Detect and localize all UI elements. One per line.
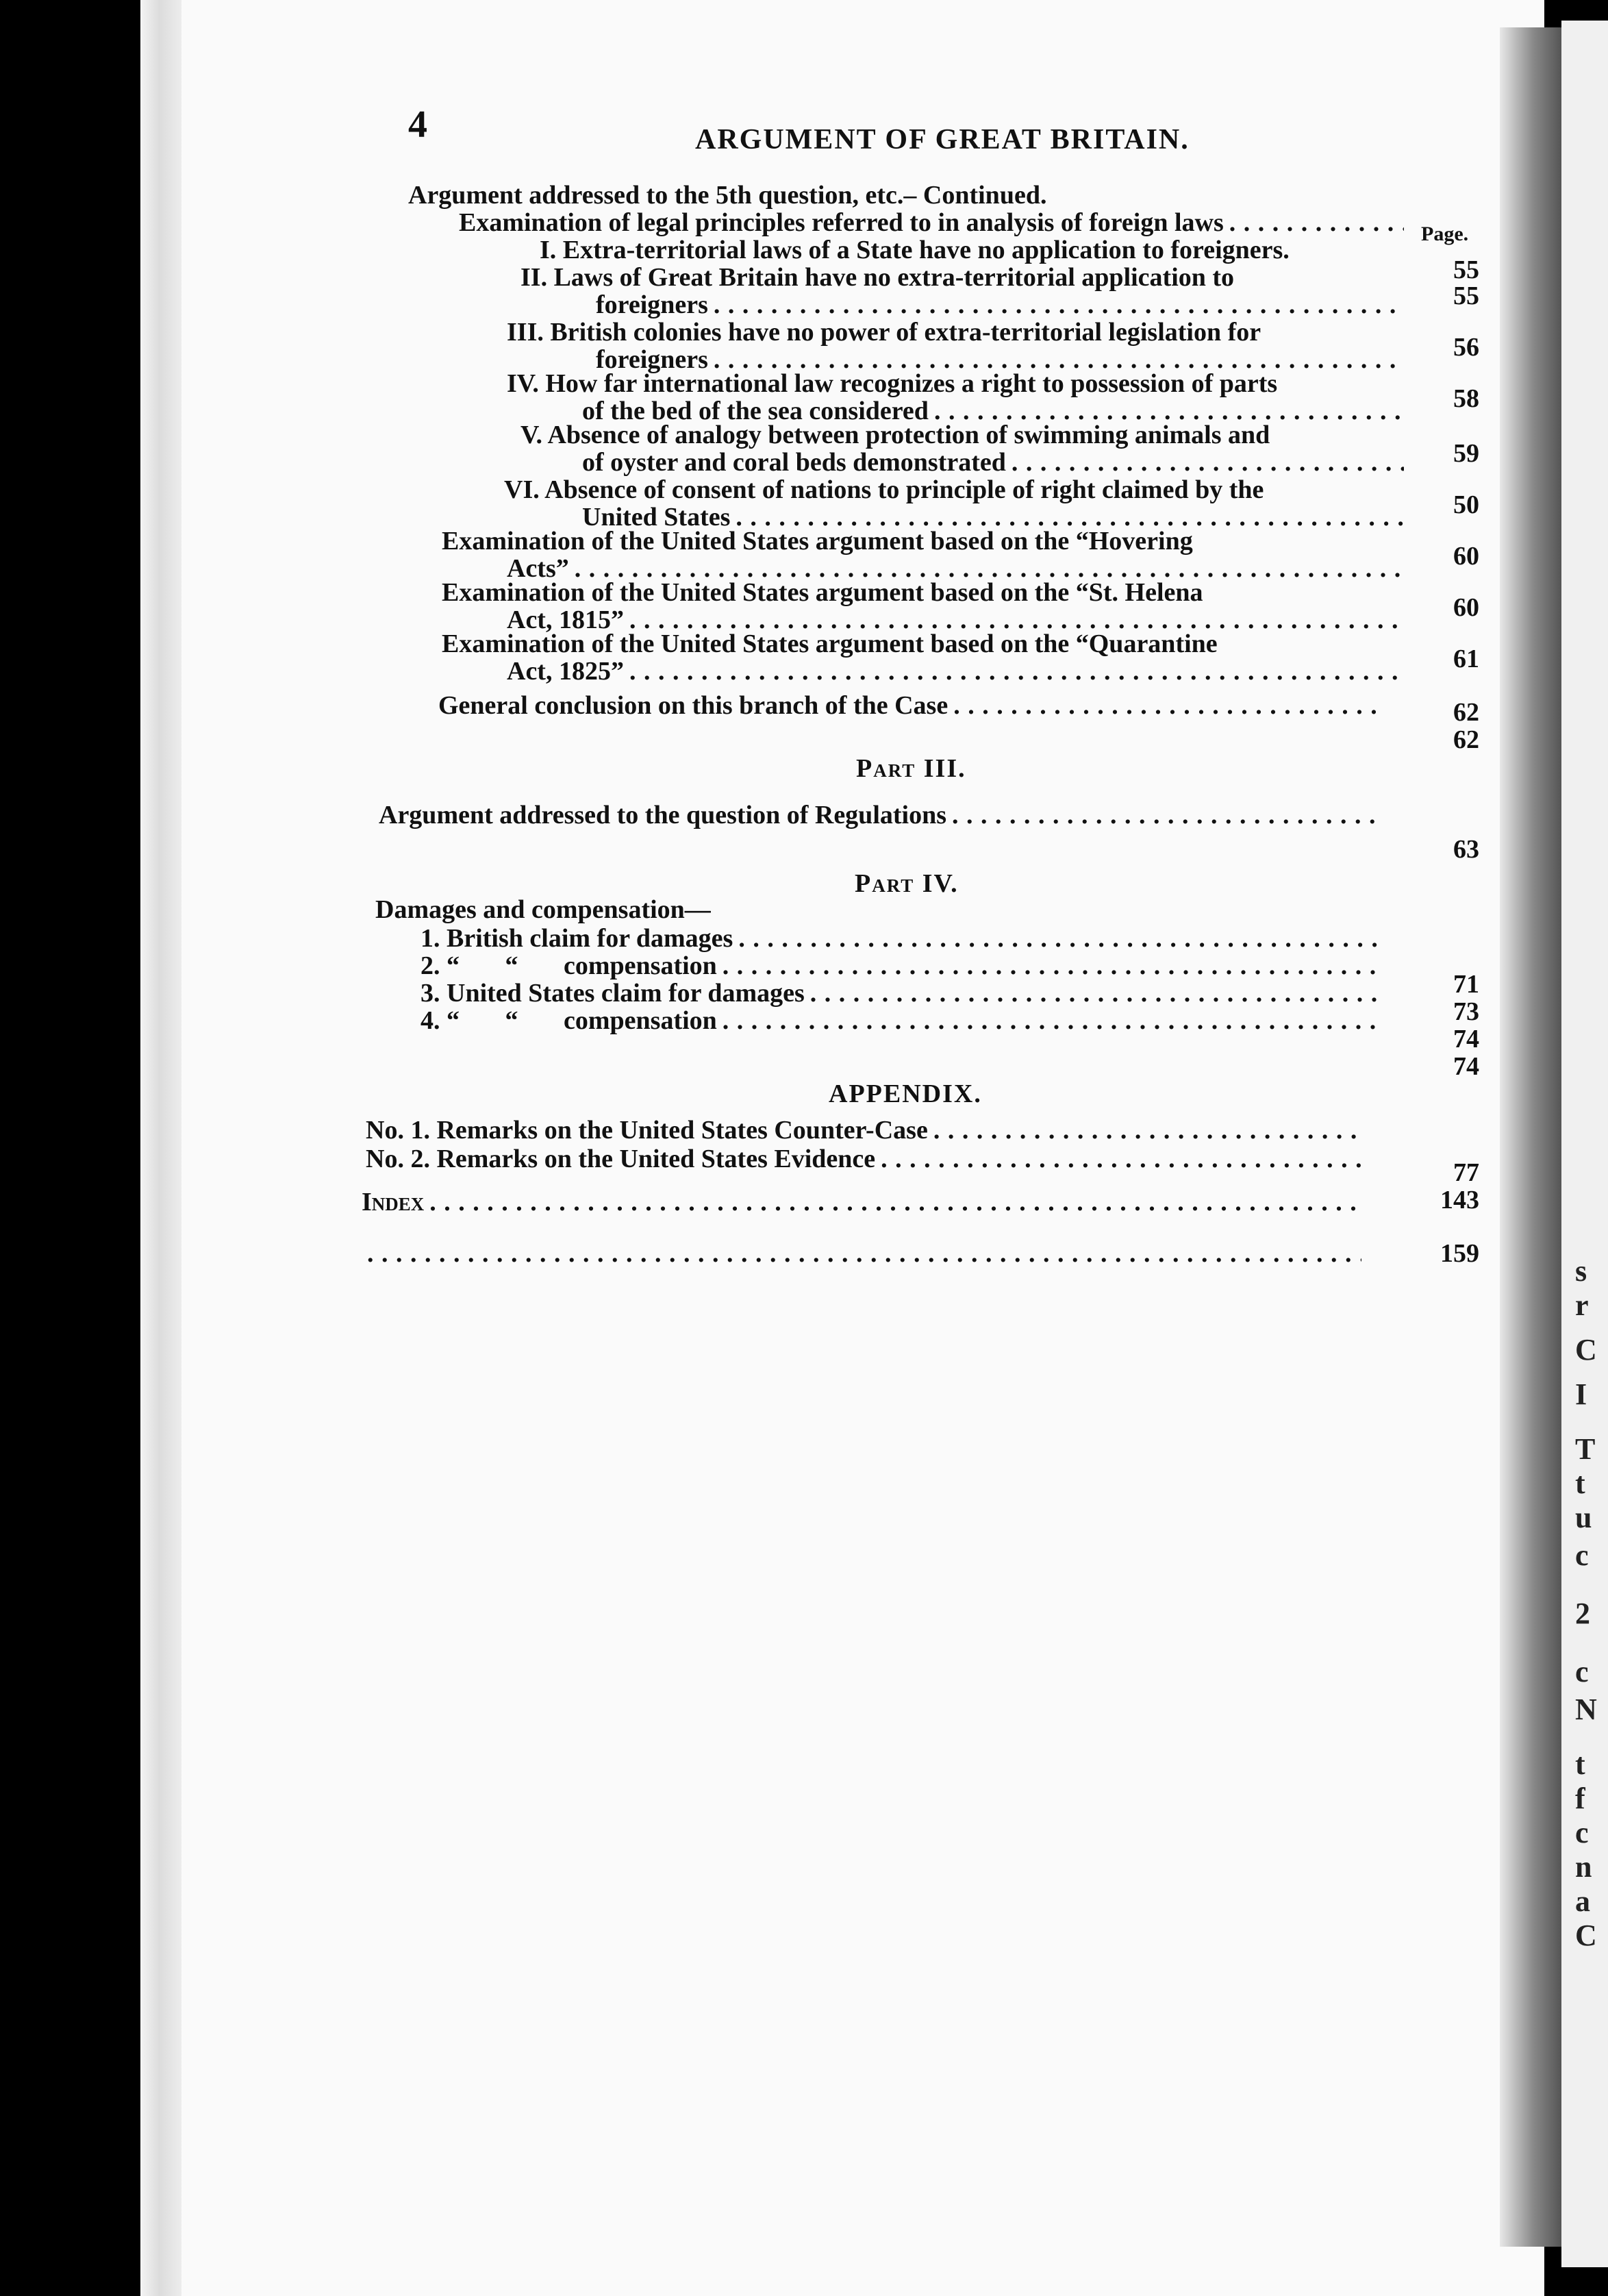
next-page-fragment: C <box>1575 1919 1597 1952</box>
toc-entry-cont: of the bed of the sea considered . . . <box>582 397 1404 425</box>
toc-page-number: 77 <box>1453 1158 1479 1187</box>
next-page-fragment: N <box>1575 1693 1597 1726</box>
toc-entry-cont: of oyster and coral beds demonstrated . . . <box>582 449 1404 476</box>
toc-entry-cont: foreigners . . . <box>596 291 1404 319</box>
next-page-fragment: t <box>1575 1747 1585 1781</box>
toc-entry-cont: Act, 1825” . . . <box>507 658 1404 685</box>
toc-entry: V. Absence of analogy between protection of swimming animals and <box>520 421 1270 449</box>
toc-entry: 2. “ “ compensation . . . <box>420 952 1379 979</box>
toc-page-number: 71 <box>1453 970 1479 999</box>
toc-section-heading: Argument addressed to the 5th question, etc.– Continued. <box>408 181 1047 210</box>
toc-page-number: 60 <box>1453 593 1479 622</box>
toc-page-number: 58 <box>1453 384 1479 413</box>
toc-page-number: 63 <box>1453 835 1479 864</box>
toc-entry: Examination of the United States argument based on the “Hovering <box>442 527 1193 556</box>
toc-entry: Examination of the United States argument based on the “St. Helena <box>442 578 1203 607</box>
appendix-heading: APPENDIX. <box>829 1080 982 1108</box>
toc-entry: 3. United States claim for damages . . . <box>420 979 1379 1007</box>
next-page-fragment: T <box>1575 1432 1596 1466</box>
toc-leader-line <box>362 1240 1361 1267</box>
toc-entry: VI. Absence of consent of nations to principle of right claimed by the <box>504 475 1264 504</box>
toc-page-number: 62 <box>1453 725 1479 754</box>
toc-page-number: 55 <box>1453 282 1479 310</box>
toc-entry: Index . . . <box>362 1188 1361 1216</box>
toc-entry-cont: United States . . . <box>582 503 1404 531</box>
next-page-fragment: C <box>1575 1333 1597 1367</box>
part-heading: Part IV. <box>855 869 959 898</box>
toc-entry-cont: Act, 1815” . . . <box>507 606 1404 634</box>
toc-page-number: 62 <box>1453 698 1479 727</box>
toc-entry: Examination of legal principles referred to in analysis of foreign laws . . . <box>459 209 1404 236</box>
toc-entry: 1. British claim for damages . . . <box>420 925 1379 952</box>
page-column-label: Page. <box>1421 223 1469 245</box>
next-page-fragment: I <box>1575 1377 1587 1411</box>
toc-page-number: 73 <box>1453 997 1479 1026</box>
next-page-fragment: c <box>1575 1655 1589 1688</box>
toc-page-number: 61 <box>1453 645 1479 673</box>
toc-page-number: 56 <box>1453 333 1479 362</box>
toc-entry: Argument addressed to the question of Regulations . . . <box>379 801 1379 829</box>
toc-entry: General conclusion on this branch of the Case . . . <box>438 692 1383 719</box>
toc-page-number: 74 <box>1453 1025 1479 1053</box>
part-heading: Part III. <box>856 754 966 783</box>
next-page-fragment: f <box>1575 1782 1585 1815</box>
next-page-fragment: n <box>1575 1850 1592 1884</box>
toc-page-number: 60 <box>1453 542 1479 571</box>
next-page-edge <box>1561 21 1608 2267</box>
toc-entry: No. 1. Remarks on the United States Counter-Case . . . <box>366 1116 1366 1144</box>
toc-section-heading: Damages and compensation— <box>375 895 711 924</box>
running-head: ARGUMENT OF GREAT BRITAIN. <box>695 124 1190 155</box>
next-page-fragment: c <box>1575 1538 1589 1572</box>
toc-page-number: 50 <box>1453 490 1479 519</box>
toc-entry: 4. “ “ compensation . . . <box>420 1007 1379 1034</box>
toc-entry: III. British colonies have no power of extra-territorial legislation for <box>507 318 1261 347</box>
next-page-fragment: r <box>1575 1288 1589 1322</box>
toc-page-number: 74 <box>1453 1052 1479 1081</box>
toc-page-number: 143 <box>1440 1186 1479 1214</box>
next-page-fragment: s <box>1575 1254 1587 1288</box>
page-number: 4 <box>408 103 427 146</box>
next-page-fragment: 2 <box>1575 1597 1590 1630</box>
next-page-fragment: a <box>1575 1884 1590 1918</box>
toc-entry: II. Laws of Great Britain have no extra-territorial application to <box>520 263 1235 292</box>
toc-entry: Examination of the United States argument based on the “Quarantine <box>442 629 1218 658</box>
toc-page-number: 55 <box>1453 255 1479 284</box>
toc-page-number: 59 <box>1453 439 1479 468</box>
toc-entry-cont: Acts” . . . <box>507 555 1404 582</box>
next-page-fragment: t <box>1575 1467 1585 1500</box>
toc-entry: No. 2. Remarks on the United States Evidence . . . <box>366 1145 1366 1173</box>
toc-page-number: 159 <box>1440 1239 1479 1268</box>
page-fold-shadow <box>1500 27 1561 2247</box>
toc-entry-cont: foreigners . . . <box>596 346 1404 373</box>
toc-entry: I. Extra-territorial laws of a State have no application to foreigners. <box>540 236 1290 264</box>
next-page-fragment: u <box>1575 1501 1592 1534</box>
next-page-fragment: c <box>1575 1816 1589 1849</box>
toc-entry: IV. How far international law recognizes a right to possession of parts <box>507 369 1278 398</box>
